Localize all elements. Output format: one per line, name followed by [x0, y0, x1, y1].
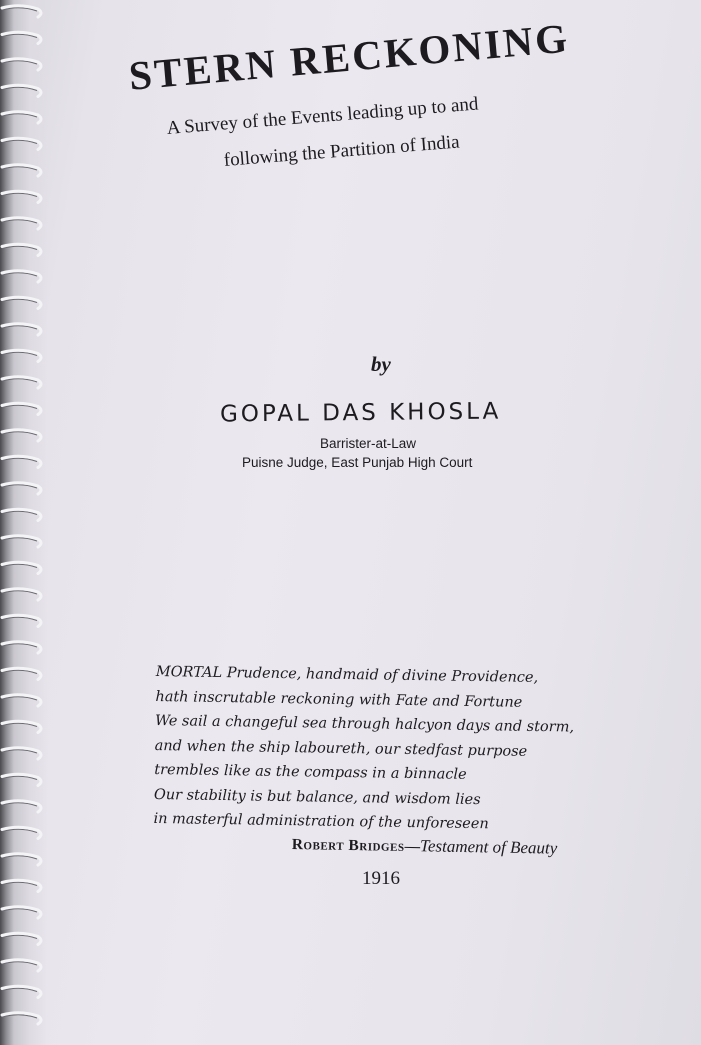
binding-coil: [2, 509, 41, 520]
binding-coil: [2, 430, 41, 441]
binding-coil: [2, 324, 41, 335]
binding-coil: [2, 748, 41, 759]
epigraph-line: trembles like as the compass in a binnacle: [154, 761, 467, 783]
epigraph-poem: [153, 660, 575, 838]
binding-coil: [2, 721, 41, 732]
binding-coil: [2, 774, 41, 785]
binding-coil: [2, 986, 41, 997]
binding-coil: [2, 907, 41, 918]
subtitle-line-1: A Survey of the Events leading up to and: [166, 93, 480, 139]
author-name: GOPAL DAS KHOSLA: [219, 398, 502, 428]
binding-coil: [2, 191, 41, 202]
epigraph-line: We sail a changeful sea through halcyon days and storm,: [154, 712, 575, 736]
binding-coil: [2, 880, 41, 891]
binding-coil: [2, 297, 41, 308]
binding-coil: [2, 642, 41, 653]
binding-coil: [2, 377, 41, 388]
binding-coil: [2, 271, 41, 282]
epigraph-line: in masterful administration of the unforeseen: [153, 810, 489, 833]
by-label: by: [371, 352, 391, 376]
binding-coil: [2, 59, 41, 70]
binding-coil: [2, 695, 41, 706]
binding-coil: [2, 244, 41, 255]
binding-coils: [0, 0, 48, 1045]
author-credential-judge: Puisne Judge, East Punjab High Court: [242, 455, 473, 470]
attribution-author: Robert Bridges: [291, 835, 405, 855]
epigraph-line: MORTAL Prudence, handmaid of divine Providence,: [155, 663, 539, 687]
binding-coil: [2, 32, 41, 43]
binding-coil: [2, 6, 41, 17]
epigraph-line: hath inscrutable reckoning with Fate and Fortune: [155, 688, 523, 711]
binding-coil: [2, 138, 41, 149]
binding-coil: [2, 112, 41, 123]
epigraph-line: and when the ship laboureth, our stedfast purpose: [154, 737, 528, 760]
binding-coil: [2, 350, 41, 361]
attribution-work: Testament of Beauty: [419, 836, 558, 858]
binding-coil: [2, 85, 41, 96]
epigraph-line: Our stability is but balance, and wisdom lies: [153, 786, 481, 808]
binding-coil: [2, 218, 41, 229]
attribution-dash: —: [404, 837, 421, 856]
epigraph-year: 1916: [362, 868, 400, 889]
binding-coil: [2, 403, 41, 414]
binding-coil: [2, 933, 41, 944]
author-credential-barrister: Barrister-at-Law: [320, 436, 417, 451]
binding-coil: [2, 1013, 41, 1024]
binding-coil: [2, 827, 41, 838]
binding-coil: [2, 801, 41, 812]
book-title: STERN RECKONING: [127, 14, 572, 99]
binding-coil: [2, 960, 41, 971]
binding-coil: [2, 668, 41, 679]
binding-coil: [2, 615, 41, 626]
epigraph-attribution: [292, 834, 558, 859]
binding-coil: [2, 456, 41, 467]
binding-coil: [2, 589, 41, 600]
binding-coil: [2, 165, 41, 176]
binding-coil: [2, 483, 41, 494]
subtitle-line-2: following the Partition of India: [223, 131, 461, 171]
binding-coil: [2, 562, 41, 573]
binding-coil: [2, 536, 41, 547]
spiral-binding: [0, 0, 48, 1045]
binding-coil: [2, 854, 41, 865]
